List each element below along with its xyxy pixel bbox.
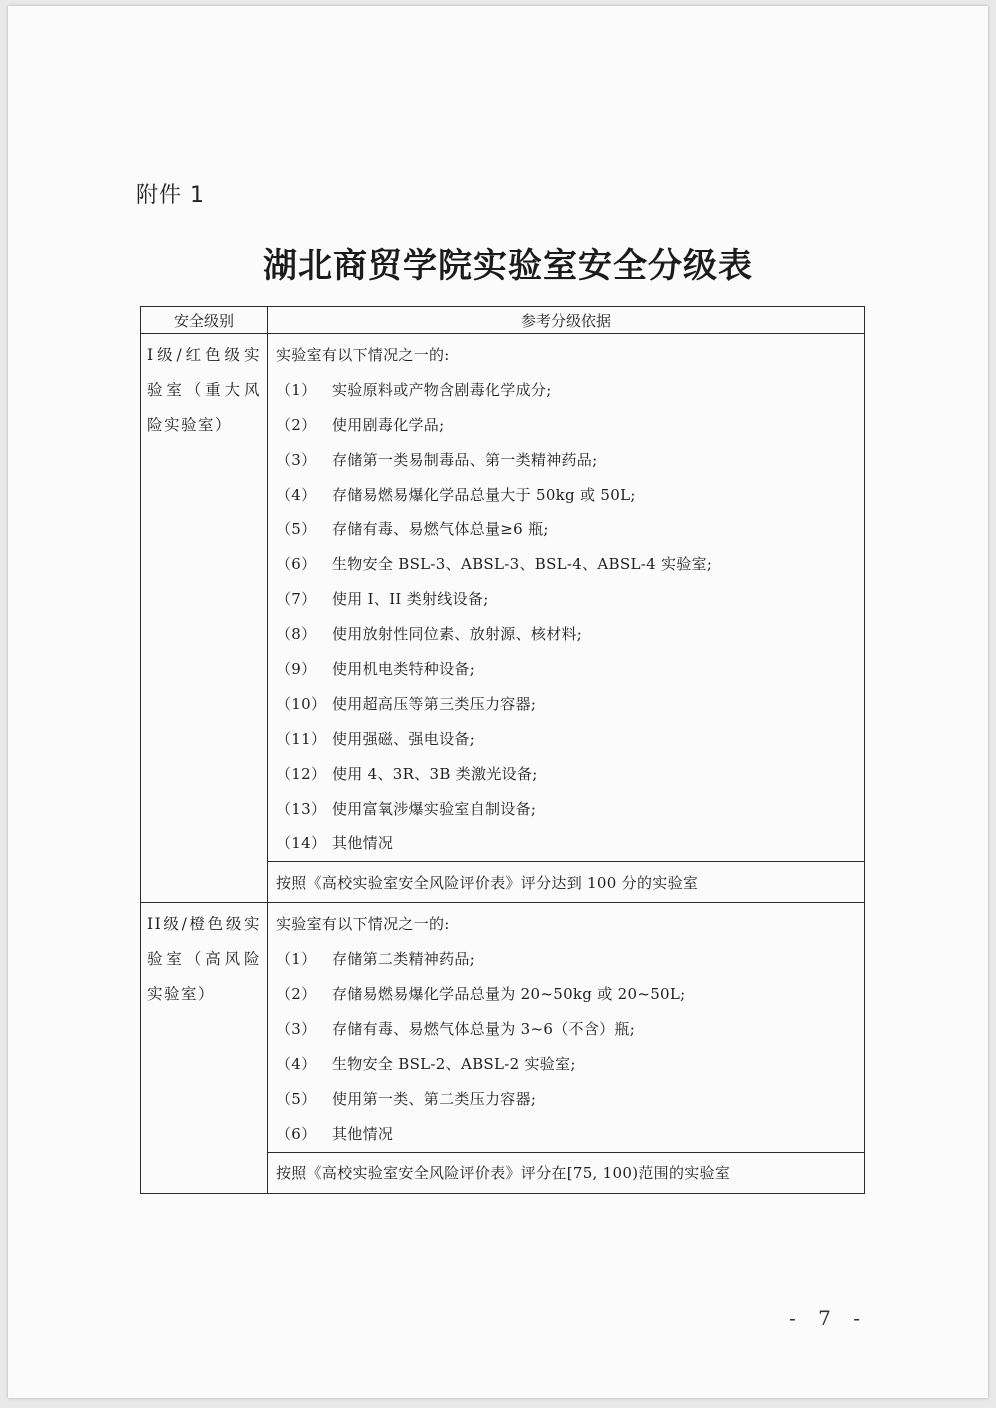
list-item: （14） 其他情况 — [276, 834, 394, 853]
list-item: （2） 存储易燃易爆化学品总量为 20~50kg 或 20~50L; — [276, 985, 686, 1004]
list-item: （9） 使用机电类特种设备; — [276, 660, 476, 679]
header-criteria: 参考分级依据 — [268, 307, 865, 334]
criteria-intro: 实验室有以下情况之一的: — [276, 915, 450, 934]
document-title: 湖北商贸学院实验室安全分级表 — [263, 246, 753, 286]
level-2-name: II级/橙色级实验室（高风险实验室） — [141, 903, 268, 1193]
list-item: （2） 使用剧毒化学品; — [276, 415, 445, 434]
header-safety-level: 安全级别 — [141, 307, 268, 334]
list-item: （7） 使用 I、II 类射线设备; — [276, 590, 489, 609]
table-row-level-2 — [141, 903, 865, 1152]
table-header-row — [141, 307, 865, 334]
level-1-score-rule: 按照《高校实验室安全风险评价表》评分达到 100 分的实验室 — [268, 862, 865, 903]
list-item: （12） 使用 4、3R、3B 类激光设备; — [276, 764, 538, 783]
level-1-name: I级/红色级实验室（重大风险实验室） — [141, 334, 268, 903]
list-item: （11） 使用强磁、强电设备; — [276, 729, 476, 748]
safety-grade-table — [140, 306, 865, 1194]
list-item: （1） 实验原料或产物含剧毒化学成分; — [276, 380, 552, 399]
table-row-level-1 — [141, 334, 865, 862]
list-item: （6） 生物安全 BSL-3、ABSL-3、BSL-4、ABSL-4 实验室; — [276, 555, 713, 574]
list-item: （8） 使用放射性同位素、放射源、核材料; — [276, 625, 583, 644]
list-item: （10） 使用超高压等第三类压力容器; — [276, 694, 537, 713]
criteria-intro: 实验室有以下情况之一的: — [276, 346, 450, 364]
list-item: （4） 存储易燃易爆化学品总量大于 50kg 或 50L; — [276, 485, 636, 504]
list-item: （5） 使用第一类、第二类压力容器; — [276, 1089, 537, 1108]
attachment-label: 附件 1 — [136, 183, 205, 208]
list-item: （13） 使用富氧涉爆实验室自制设备; — [276, 799, 537, 818]
list-item: （1） 存储第二类精神药品; — [276, 950, 476, 969]
level-1-criteria — [268, 334, 865, 862]
list-item: （3） 存储有毒、易燃气体总量为 3~6（不含）瓶; — [276, 1020, 636, 1039]
list-item: （5） 存储有毒、易燃气体总量≥6 瓶; — [276, 520, 549, 539]
list-item: （6） 其他情况 — [276, 1124, 394, 1143]
level-2-score-rule: 按照《高校实验室安全风险评价表》评分在[75, 100)范围的实验室 — [268, 1152, 865, 1193]
list-item: （3） 存储第一类易制毒品、第一类精神药品; — [276, 450, 598, 469]
page-number: - 7 - — [789, 1306, 868, 1330]
level-2-criteria — [268, 903, 865, 1152]
list-item: （4） 生物安全 BSL-2、ABSL-2 实验室; — [276, 1054, 576, 1073]
document-page — [8, 6, 988, 1398]
